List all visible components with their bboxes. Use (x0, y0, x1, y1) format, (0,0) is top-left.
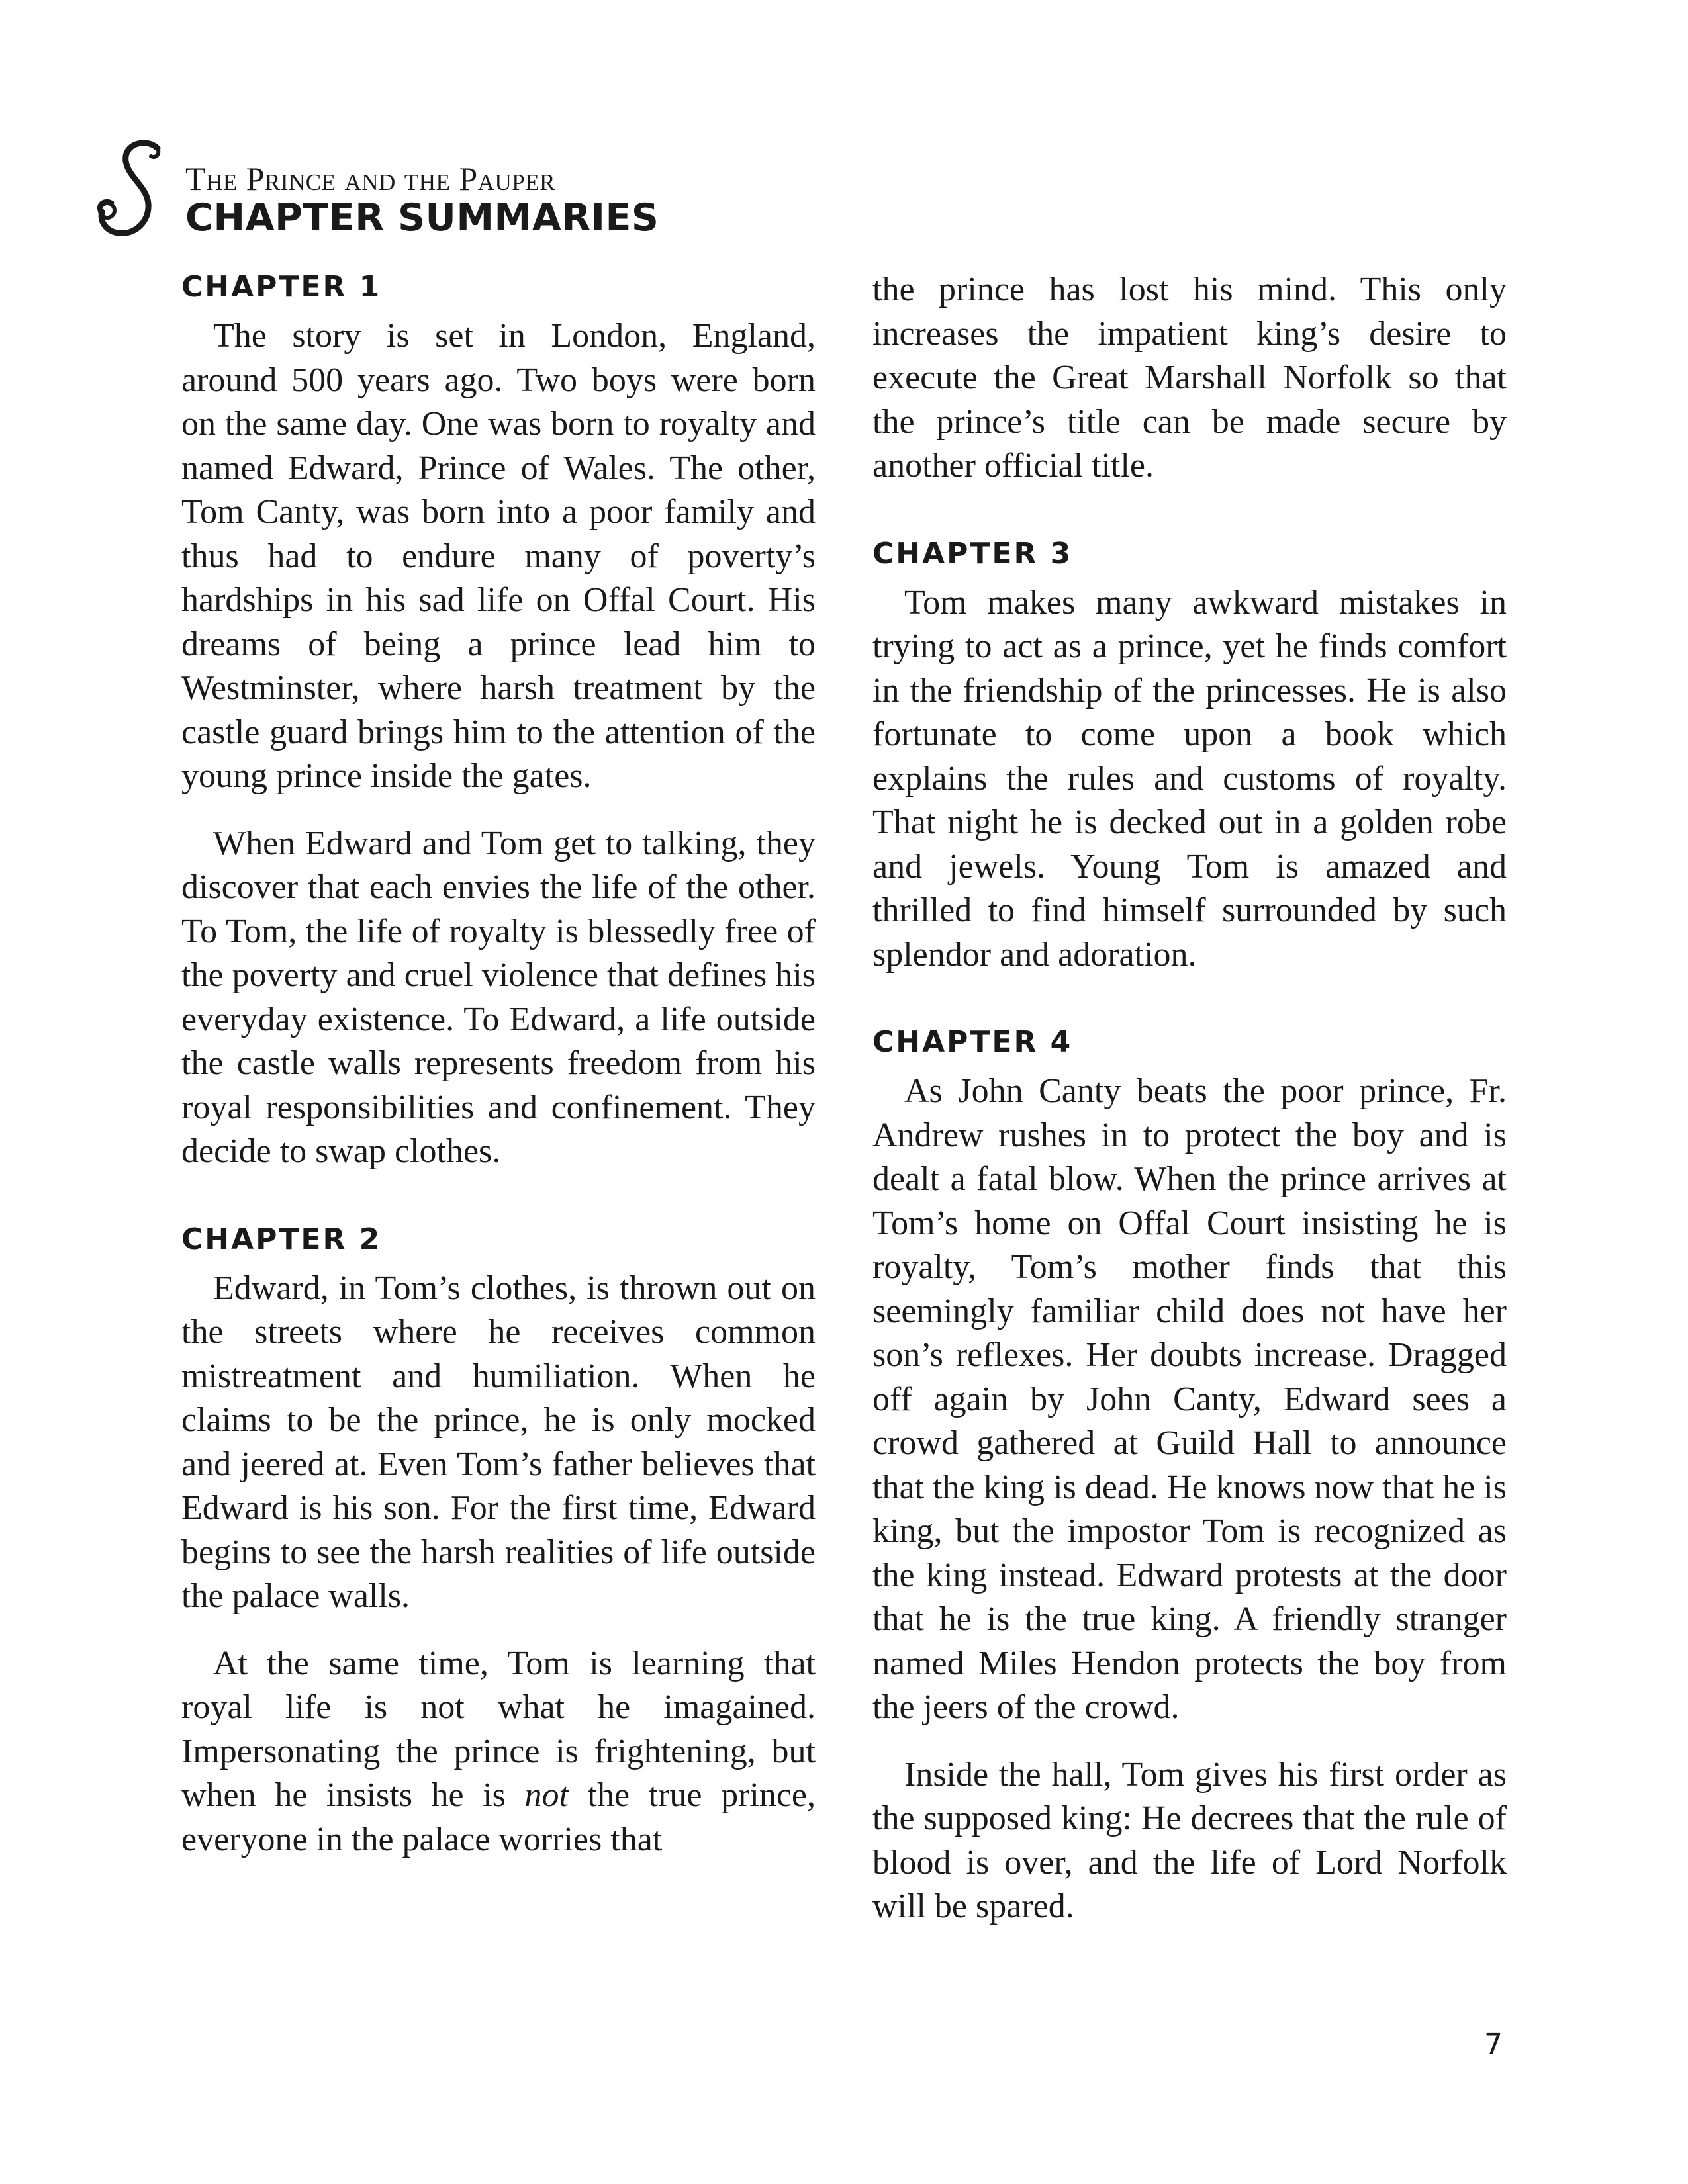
chapter-2-paragraph-2-text: At the same time, Tom is learning that royal life is not what he imagained. Impersonating the prince is frightening, but when he insists he is (181, 1644, 816, 1814)
chapter-2-paragraph-2 (181, 1642, 816, 1862)
chapter-1-heading: CHAPTER 1 (181, 270, 382, 304)
script-s-logo-icon (93, 139, 172, 238)
page-header (93, 139, 755, 245)
chapter-1-paragraph-2: When Edward and Tom get to talking, they discover that each envies the life of the other. To Tom, the life of royalty is blessedly free of the poverty and cruel violence that defines his everyday existence. To Edward, a life outside the castle walls represents freedom from his royal responsibilities and confinement. They decide to swap clothes. (181, 824, 816, 1170)
chapter-4-paragraph-2: Inside the hall, Tom gives his first order as the supposed king: He decrees that the rule of blood is over, and the life of Lord Norfolk will be spared. (872, 1755, 1507, 1925)
section-title: CHAPTER SUMMARIES (185, 196, 659, 240)
emphasis-not: not (524, 1776, 569, 1814)
chapter-4-paragraph-1: As John Canty beats the poor prince, Fr. Andrew rushes in to protect the boy and is dealt a fatal blow. When the prince arrives at Tom’s home on Offal Court insisting he is royalty, Tom’s mother finds that this seemingly familiar child does not have her son’s reflexes. Her doubts increase. Dragged off again by John Canty, Edward sees a crowd gathered at Guild Hall to announce that the king is dead. He knows now that he is king, but the impostor Tom is recognized as the king instead. Edward protests at the door that he is the true king. A friendly stranger named Miles Hendon protects the boy from the jeers of the crowd. (872, 1072, 1507, 1726)
chapter-3-heading: CHAPTER 3 (872, 536, 1073, 570)
page-number: 7 (1484, 2028, 1503, 2062)
left-column (181, 268, 816, 1862)
chapter-2-paragraph-2-end: the true prince, everyone in the palace worries that (181, 1776, 816, 1858)
chapter-4-heading: CHAPTER 4 (872, 1025, 1073, 1059)
chapter-2-continued: the prince has lost his mind. This only increases the impatient king’s desire to execute the Great Marshall Norfolk so that the prince’s title can be made secure by another official title. (872, 271, 1507, 484)
chapter-1-paragraph-1: The story is set in London, England, around 500 years ago. Two boys were born on the same day. One was born to royalty and named Edward, Prince of Wales. The other, Tom Canty, was born into a poor family and thus had to endure many of poverty’s hardships in his sad life on Offal Court. His dreams of being a prince lead him to Westminster, where harsh treatment by the castle guard brings him to the attention of the young prince inside the gates. (181, 317, 816, 795)
chapter-2-heading: CHAPTER 2 (181, 1222, 382, 1256)
chapter-3-paragraph-1: Tom makes many awkward mistakes in trying to act as a prince, yet he finds comfort in the friendship of the princesses. He is also fortunate to come upon a book which explains the rules and customs of royalty. That night he is decked out in a golden robe and jewels. Young Tom is amazed and thrilled to find himself surrounded by such splendor and adoration. (872, 583, 1507, 974)
chapter-2-paragraph-1: Edward, in Tom’s clothes, is thrown out on the streets where he receives common mistreatment and humiliation. When he claims to be the prince, he is only mocked and jeered at. Even Tom’s father believes that Edward is his son. For the first time, Edward begins to see the harsh realities of life outside the palace walls. (181, 1269, 816, 1615)
right-column (872, 268, 1507, 1929)
book-title: The Prince and the Pauper (185, 160, 555, 197)
